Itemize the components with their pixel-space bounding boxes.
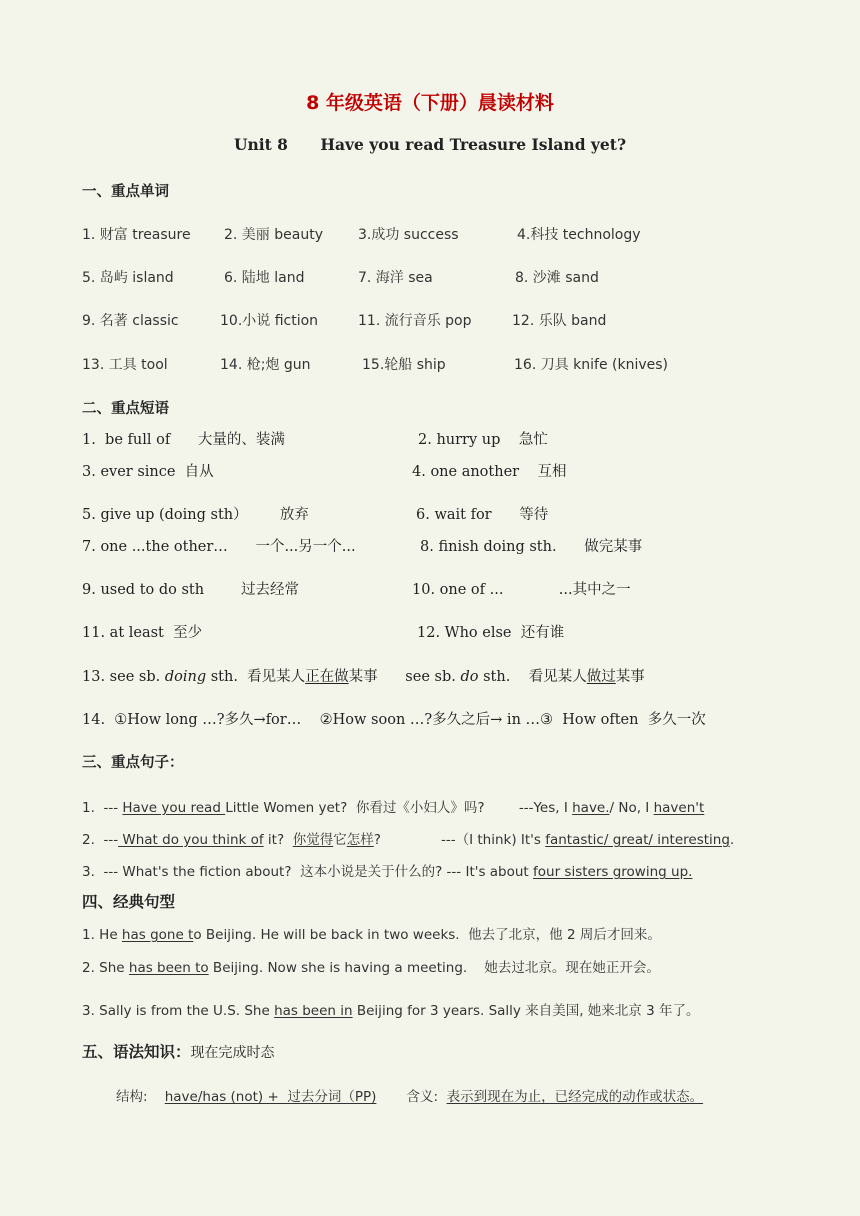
word-item: 8. 沙滩 sand	[515, 270, 599, 286]
word-item: 1. 财富 treasure	[82, 227, 191, 243]
section5-note: 现在完成时态	[190, 1045, 275, 1061]
word-item: 16. 刀具 knife (knives)	[514, 357, 669, 373]
section4-heading: 四、经典句型	[82, 893, 176, 911]
word-item: 14. 枪;炮 gun	[220, 357, 311, 373]
word-item: 13. 工具 tool	[82, 357, 168, 373]
phrase-item: 3. ever since 自从	[82, 464, 214, 480]
sentence-item: 2. --- What do you think of it? 你觉得它怎样? ---（I think) It's fantastic/ great/ interesting.	[82, 832, 735, 848]
section2-heading: 二、重点短语	[82, 401, 169, 417]
phrase-item-14: 14. ①How long …?多久→for… ②How soon …?多久之后→ in …③ How often 多久一次	[82, 712, 706, 728]
phrase-item: 9. used to do sth 过去经常	[82, 582, 299, 598]
word-item: 10.小说 fiction	[220, 313, 319, 329]
word-item: 7. 海洋 sea	[358, 270, 433, 286]
unit-subtitle: Unit 8 Have you read Treasure Island yet?	[233, 135, 627, 154]
phrase-item: 10. one of ... ...其中之一	[412, 582, 631, 598]
word-item: 15.轮船 ship	[362, 357, 446, 373]
word-item: 2. 美丽 beauty	[224, 227, 323, 243]
section5-heading: 五、语法知识：现在完成时态	[82, 1043, 275, 1061]
pattern-item: 2. She has been to Beijing. Now she is having a meeting. 她去过北京。现在她正开会。	[82, 960, 660, 976]
word-item: 5. 岛屿 island	[82, 270, 174, 286]
word-item: 4.科技 technology	[517, 227, 641, 243]
pattern-item: 3. Sally is from the U.S. She has been in Beijing for 3 years. Sally 来自美国, 她来北京 3 年了。	[82, 1003, 700, 1019]
word-item: 9. 名著 classic	[82, 313, 179, 329]
word-item: 3.成功 success	[358, 227, 459, 243]
phrase-item: 6. wait for 等待	[416, 507, 549, 523]
sentence-item: 1. --- Have you read Little Women yet? 你看过《小妇人》吗? ---Yes, I have./ No, I haven't	[82, 800, 705, 816]
phrase-item: 8. finish doing sth. 做完某事	[420, 539, 643, 555]
phrase-item: 1. be full of 大量的、装满	[82, 432, 285, 448]
phrase-item: 7. one ...the other… 一个...另一个...	[82, 539, 356, 555]
word-item: 12. 乐队 band	[512, 313, 607, 329]
phrase-item-13: 13. see sb. doing sth. 看见某人正在做某事 see sb. do sth. 看见某人做过某事	[82, 669, 645, 685]
pattern-item: 1. He has gone to Beijing. He will be back in two weeks. 他去了北京，他 2 周后才回来。	[82, 927, 661, 943]
word-item: 11. 流行音乐 pop	[358, 313, 472, 329]
phrase-item: 12. Who else 还有谁	[417, 625, 565, 641]
sentence-item: 3. --- What's the fiction about? 这本小说是关于什么的? --- It's about four sisters growing up.	[82, 864, 693, 880]
phrase-item: 4. one another 互相	[412, 464, 567, 480]
phrase-item: 5. give up (doing sth） 放弃	[82, 507, 309, 523]
phrase-item: 11. at least 至少	[82, 625, 203, 641]
phrase-item: 2. hurry up 急忙	[418, 432, 548, 448]
word-item: 6. 陆地 land	[224, 270, 305, 286]
page-title: 8 年级英语（下册）晨读材料	[306, 92, 554, 114]
grammar-structure: 结构: have/has (not) + 过去分词（PP) 含义: 表示到现在为止，已经完成的动作或状态。	[116, 1089, 704, 1105]
section1-heading: 一、重点单词	[82, 184, 169, 200]
section3-heading: 三、重点句子：	[82, 755, 184, 771]
